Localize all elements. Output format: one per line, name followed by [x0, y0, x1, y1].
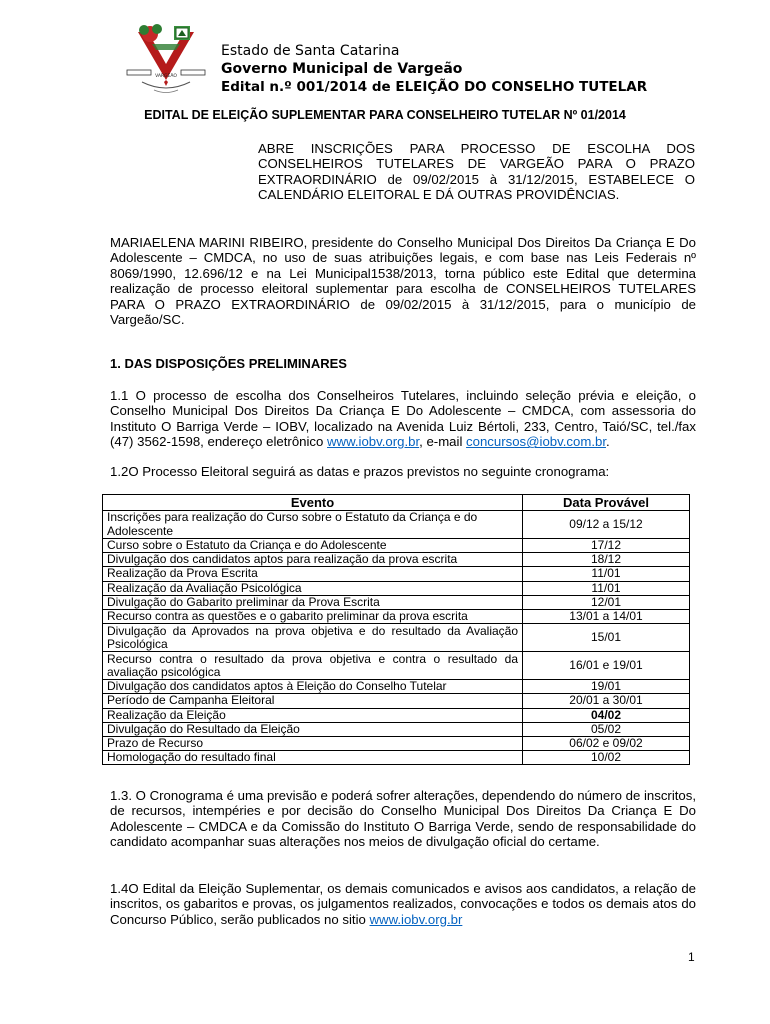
event-cell: Divulgação do Gabarito preliminar da Prova Escrita [103, 595, 523, 609]
event-cell: Homologação do resultado final [103, 751, 523, 765]
schedule-header-date: Data Provável [523, 495, 690, 511]
date-cell: 16/01 e 19/01 [523, 652, 690, 680]
paragraph-1-4-text: 1.4O Edital da Eleição Suplementar, os demais comunicados e avisos aos candidatos, a relação de inscritos, os gabaritos e provas, os julgamentos realizados, convocações e todos os demais atos do Concurso Público, serão publicados no sitio [110, 881, 696, 927]
date-cell: 05/02 [523, 722, 690, 736]
schedule-header-row [103, 495, 690, 511]
date-cell: 04/02 [523, 708, 690, 722]
table-row [103, 694, 690, 708]
event-cell: Recurso contra as questões e o gabarito preliminar da prova escrita [103, 610, 523, 624]
table-row [103, 722, 690, 736]
email-prefix: , e-mail [419, 434, 463, 450]
event-cell: Realização da Prova Escrita [103, 567, 523, 581]
date-cell: 13/01 a 14/01 [523, 610, 690, 624]
table-row [103, 553, 690, 567]
paragraph-1-1-text: 1.1 O processo de escolha dos Conselheiros Tutelares, incluindo seleção prévia e eleição, o Conselho Municipal Dos Direitos Da Criança E Do Adolescente – CMDCA, com assessoria do Instituto O Barriga Verde – IOBV, localizado na Avenida Luiz Bértoli, 233, Centro, Taió/SC, tel./fax (47) 3562-1598, endereço eletrônico [110, 388, 696, 450]
date-cell: 11/01 [523, 581, 690, 595]
page-number: 1 [688, 950, 695, 964]
svg-text:VARGEÃO: VARGEÃO [155, 74, 177, 79]
intro-paragraph: MARIAELENA MARINI RIBEIRO, presidente do Conselho Municipal Dos Direitos Da Criança E Do Adolescente – CMDCA, no uso de suas atribuições legais, e com base nas Leis Federais nº 8069/1990, 12.696/12 e na Lei Municipal1538/2013, torna público este Edital que determina realização de processo eleitoral suplementar para escolha de CONSELHEIROS TUTELARES PARA O PRAZO EXTRAORDINÁRIO de 09/02/2015 à 31/12/2015, para o município de Vargeão/SC. [110, 235, 696, 328]
event-cell: Prazo de Recurso [103, 737, 523, 751]
date-cell: 10/02 [523, 751, 690, 765]
table-row [103, 624, 690, 652]
document-title: EDITAL DE ELEIÇÃO SUPLEMENTAR PARA CONSELHEIRO TUTELAR Nº 01/2014 [144, 108, 626, 122]
date-cell: 06/02 e 09/02 [523, 737, 690, 751]
table-row [103, 539, 690, 553]
municipal-crest-logo [124, 20, 208, 100]
paragraph-1-1 [110, 388, 696, 450]
email-link[interactable]: concursos@iobv.com.br [466, 434, 606, 450]
header-state: Estado de Santa Catarina [221, 43, 400, 59]
table-row [103, 737, 690, 751]
table-row [103, 610, 690, 624]
event-cell: Divulgação dos candidatos aptos para realização da prova escrita [103, 553, 523, 567]
date-cell: 18/12 [523, 553, 690, 567]
date-cell: 20/01 a 30/01 [523, 694, 690, 708]
header-edital: Edital n.º 001/2014 de ELEIÇÃO DO CONSELHO TUTELAR [221, 79, 648, 95]
event-cell: Divulgação da Aprovados na prova objetiva e do resultado da Avaliação Psicológica [103, 624, 523, 652]
date-cell: 12/01 [523, 595, 690, 609]
event-cell: Realização da Avaliação Psicológica [103, 581, 523, 595]
paragraph-1-3: 1.3. O Cronograma é uma previsão e poderá sofrer alterações, dependendo do número de inscritos, de recursos, intempéries e por decisão do Conselho Municipal Dos Direitos Da Criança E Do Adolescente – CMDCA e da Comissão do Instituto O Barriga Verde, sendo de responsabilidade do candidato acompanhar suas alterações nos meios de divulgação oficial do certame. [110, 788, 696, 850]
date-cell: 09/12 a 15/12 [523, 511, 690, 539]
date-cell: 11/01 [523, 567, 690, 581]
date-cell: 15/01 [523, 624, 690, 652]
event-cell: Inscrições para realização do Curso sobre o Estatuto da Criança e do Adolescente [103, 511, 523, 539]
table-row [103, 567, 690, 581]
paragraph-1-2: 1.2O Processo Eleitoral seguirá as datas e prazos previstos no seguinte cronograma: [110, 464, 610, 479]
event-cell: Divulgação do Resultado da Eleição [103, 722, 523, 736]
table-row [103, 581, 690, 595]
table-row [103, 751, 690, 765]
date-cell: 17/12 [523, 539, 690, 553]
event-cell: Período de Campanha Eleitoral [103, 694, 523, 708]
iobv-site-link[interactable]: www.iobv.org.br [369, 911, 463, 927]
iobv-site-link[interactable]: www.iobv.org.br [327, 434, 420, 450]
table-row [103, 595, 690, 609]
schedule-table [102, 494, 690, 765]
table-row [103, 680, 690, 694]
section-title: 1. DAS DISPOSIÇÕES PRELIMINARES [110, 356, 347, 371]
paragraph-1-4 [110, 881, 696, 927]
paragraph-1-1-end: . [606, 434, 610, 450]
event-cell: Curso sobre o Estatuto da Criança e do Adolescente [103, 539, 523, 553]
table-row [103, 708, 690, 722]
event-cell: Realização da Eleição [103, 708, 523, 722]
date-cell: 19/01 [523, 680, 690, 694]
event-cell: Divulgação dos candidatos aptos à Eleição do Conselho Tutelar [103, 680, 523, 694]
schedule-header-event: Evento [103, 495, 523, 511]
table-row [103, 652, 690, 680]
event-cell: Recurso contra o resultado da prova objetiva e contra o resultado da avaliação psicológica [103, 652, 523, 680]
summary-paragraph: ABRE INSCRIÇÕES PARA PROCESSO DE ESCOLHA DOS CONSELHEIROS TUTELARES DE VARGEÃO PARA O PRAZO EXTRAORDINÁRIO de 09/02/2015 à 31/12/2015, ESTABELECE O CALENDÁRIO ELEITORAL E DÁ OUTRAS PROVIDÊNCIAS. [258, 141, 695, 203]
header-government: Governo Municipal de Vargeão [221, 61, 463, 77]
header-block [221, 42, 647, 96]
table-row [103, 511, 690, 539]
